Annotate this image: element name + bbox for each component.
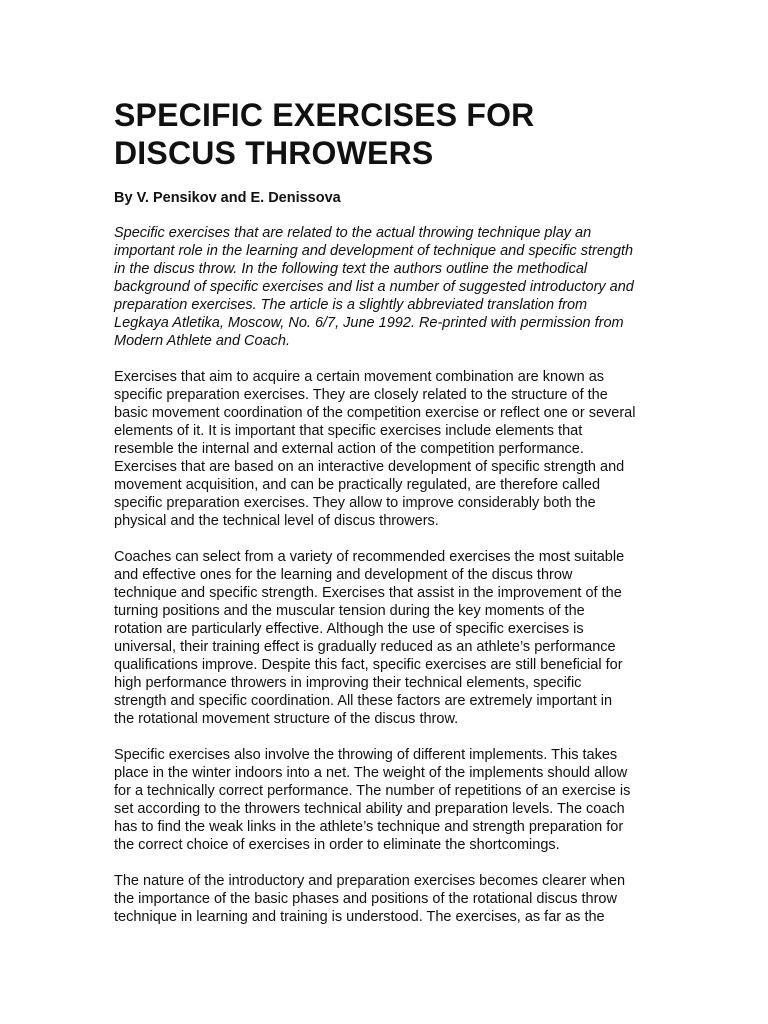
text-line: technique and specific strength. Exercises that assist in the improvement of the (114, 585, 622, 601)
text-line: for a technically correct performance. The number of repetitions of an exercise is (114, 783, 631, 799)
text-line: The nature of the introductory and preparation exercises becomes clearer when (114, 873, 626, 889)
text-line: the correct choice of exercises in order to eliminate the shortcomings. (114, 837, 560, 853)
body-paragraph-1 (114, 368, 662, 530)
text-line: Exercises that aim to acquire a certain movement combination are known as (114, 369, 605, 385)
text-line: elements of it. It is important that specific exercises include elements that (114, 423, 583, 439)
document-content (114, 96, 662, 926)
title-line: SPECIFIC EXERCISES FOR (114, 97, 535, 133)
text-line: high performance throwers in improving their technical elements, specific (114, 675, 582, 691)
text-line: important role in the learning and development of technique and specific strength (114, 243, 634, 259)
text-line: universal, their training effect is gradually reduced as an athlete’s performance (114, 639, 616, 655)
text-line: basic movement coordination of the competition exercise or reflect one or several (114, 405, 636, 421)
body-paragraph-4 (114, 872, 662, 926)
intro-paragraph (114, 224, 662, 350)
text-line: the importance of the basic phases and positions of the rotational discus throw (114, 891, 617, 907)
body-paragraph-2 (114, 548, 662, 728)
title-line: DISCUS THROWERS (114, 135, 434, 171)
text-line: technique in learning and training is understood. The exercises, as far as the (114, 909, 605, 925)
author-byline: By V. Pensikov and E. Denissova (114, 190, 341, 206)
text-line: Legkaya Atletika, Moscow, No. 6/7, June 1992. Re-printed with permission from (114, 315, 624, 331)
text-line: strength and specific coordination. All these factors are extremely important in (114, 693, 613, 709)
text-line: turning positions and the muscular tension during the key moments of the (114, 603, 585, 619)
text-line: Exercises that are based on an interactive development of specific strength and (114, 459, 625, 475)
text-line: physical and the technical level of discus throwers. (114, 513, 439, 529)
text-line: specific preparation exercises. They allow to improve considerably both the (114, 495, 596, 511)
text-line: preparation exercises. The article is a slightly abbreviated translation from (114, 297, 588, 313)
text-line: has to find the weak links in the athlete’s technique and strength preparation for (114, 819, 624, 835)
body-paragraph-3 (114, 746, 662, 854)
document-title (114, 96, 662, 172)
text-line: specific preparation exercises. They are closely related to the structure of the (114, 387, 608, 403)
text-line: movement acquisition, and can be practically regulated, are therefore called (114, 477, 601, 493)
text-line: in the discus throw. In the following text the authors outline the methodical (114, 261, 588, 277)
text-line: Specific exercises also involve the throwing of different implements. This takes (114, 747, 618, 763)
text-line: qualifications improve. Despite this fact, specific exercises are still beneficial for (114, 657, 623, 673)
text-line: rotation are particularly effective. Although the use of specific exercises is (114, 621, 584, 637)
text-line: place in the winter indoors into a net. The weight of the implements should allow (114, 765, 628, 781)
text-line: Modern Athlete and Coach. (114, 333, 290, 349)
text-line: and effective ones for the learning and development of the discus throw (114, 567, 573, 583)
text-line: Specific exercises that are related to the actual throwing technique play an (114, 225, 592, 241)
text-line: background of specific exercises and list a number of suggested introductory and (114, 279, 634, 295)
text-line: Coaches can select from a variety of recommended exercises the most suitable (114, 549, 625, 565)
text-line: set according to the throwers technical ability and preparation levels. The coach (114, 801, 625, 817)
text-line: the rotational movement structure of the discus throw. (114, 711, 459, 727)
text-line: resemble the internal and external action of the competition performance. (114, 441, 584, 457)
